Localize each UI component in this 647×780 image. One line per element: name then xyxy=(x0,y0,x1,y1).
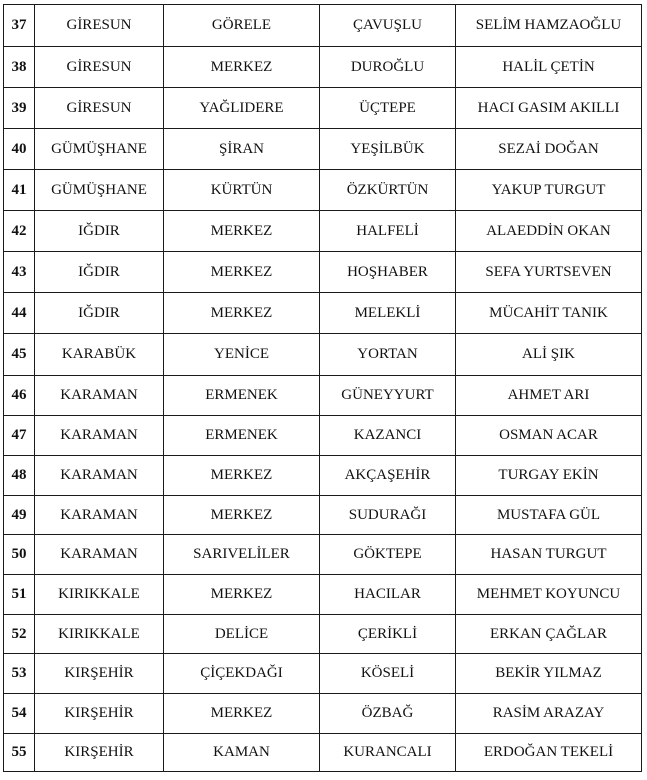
province-cell: KARAMAN xyxy=(35,376,164,416)
district-cell: YENİCE xyxy=(164,334,320,376)
name-cell: HACI GASIM AKILLI xyxy=(456,88,642,129)
village-cell: ÇAVUŞLU xyxy=(320,5,456,47)
table-row xyxy=(4,47,642,88)
name-cell: HALİL ÇETİN xyxy=(456,47,642,88)
table-row xyxy=(4,416,642,456)
district-cell: MERKEZ xyxy=(164,211,320,252)
village-cell: KAZANCI xyxy=(320,416,456,456)
village-cell: HALFELİ xyxy=(320,211,456,252)
village-cell: YEŞİLBÜK xyxy=(320,129,456,170)
district-cell: MERKEZ xyxy=(164,456,320,496)
district-cell: KAMAN xyxy=(164,734,320,772)
village-cell: SUDURAĞI xyxy=(320,496,456,535)
table-row xyxy=(4,252,642,293)
name-cell: ERKAN ÇAĞLAR xyxy=(456,615,642,654)
name-cell: MEHMET KOYUNCU xyxy=(456,575,642,615)
table-row xyxy=(4,456,642,496)
row-number: 38 xyxy=(4,47,35,88)
province-cell: KIRŞEHİR xyxy=(35,654,164,694)
row-number: 41 xyxy=(4,170,35,211)
province-cell: GİRESUN xyxy=(35,88,164,129)
village-cell: GÜNEYYURT xyxy=(320,376,456,416)
province-cell: IĞDIR xyxy=(35,252,164,293)
village-cell: HACILAR xyxy=(320,575,456,615)
province-cell: KARAMAN xyxy=(35,416,164,456)
village-cell: KÖSELİ xyxy=(320,654,456,694)
row-number: 44 xyxy=(4,293,35,334)
row-number: 39 xyxy=(4,88,35,129)
province-cell: KARAMAN xyxy=(35,496,164,535)
name-cell: ALAEDDİN OKAN xyxy=(456,211,642,252)
table-row xyxy=(4,615,642,654)
table-row xyxy=(4,170,642,211)
village-cell: ÜÇTEPE xyxy=(320,88,456,129)
row-number: 48 xyxy=(4,456,35,496)
province-cell: KARAMAN xyxy=(35,535,164,575)
province-cell: GÜMÜŞHANE xyxy=(35,170,164,211)
village-cell: ÇERİKLİ xyxy=(320,615,456,654)
district-cell: MERKEZ xyxy=(164,694,320,734)
district-cell: ÇİÇEKDAĞI xyxy=(164,654,320,694)
row-number: 45 xyxy=(4,334,35,376)
table-row xyxy=(4,496,642,535)
village-cell: MELEKLİ xyxy=(320,293,456,334)
district-cell: KÜRTÜN xyxy=(164,170,320,211)
province-cell: KIRIKKALE xyxy=(35,615,164,654)
row-number: 46 xyxy=(4,376,35,416)
name-cell: RASİM ARAZAY xyxy=(456,694,642,734)
table-row xyxy=(4,5,642,47)
village-cell: DUROĞLU xyxy=(320,47,456,88)
row-number: 50 xyxy=(4,535,35,575)
village-cell: HOŞHABER xyxy=(320,252,456,293)
district-cell: ŞİRAN xyxy=(164,129,320,170)
village-cell: YORTAN xyxy=(320,334,456,376)
village-cell: GÖKTEPE xyxy=(320,535,456,575)
table-row xyxy=(4,88,642,129)
table-row xyxy=(4,129,642,170)
province-cell: KIRŞEHİR xyxy=(35,734,164,772)
province-cell: KIRŞEHİR xyxy=(35,694,164,734)
village-cell: ÖZBAĞ xyxy=(320,694,456,734)
row-number: 40 xyxy=(4,129,35,170)
district-cell: MERKEZ xyxy=(164,293,320,334)
name-cell: MUSTAFA GÜL xyxy=(456,496,642,535)
row-number: 54 xyxy=(4,694,35,734)
district-cell: ERMENEK xyxy=(164,376,320,416)
row-number: 47 xyxy=(4,416,35,456)
table-row xyxy=(4,575,642,615)
name-cell: SEZAİ DOĞAN xyxy=(456,129,642,170)
table-body xyxy=(4,5,642,772)
district-cell: MERKEZ xyxy=(164,575,320,615)
province-cell: GÜMÜŞHANE xyxy=(35,129,164,170)
row-number: 43 xyxy=(4,252,35,293)
name-cell: AHMET ARI xyxy=(456,376,642,416)
name-cell: ERDOĞAN TEKELİ xyxy=(456,734,642,772)
village-cell: AKÇAŞEHİR xyxy=(320,456,456,496)
name-cell: BEKİR YILMAZ xyxy=(456,654,642,694)
table-row xyxy=(4,293,642,334)
district-cell: DELİCE xyxy=(164,615,320,654)
row-number: 51 xyxy=(4,575,35,615)
district-cell: MERKEZ xyxy=(164,496,320,535)
row-number: 52 xyxy=(4,615,35,654)
name-cell: MÜCAHİT TANIK xyxy=(456,293,642,334)
table-row xyxy=(4,535,642,575)
name-cell: SELİM HAMZAOĞLU xyxy=(456,5,642,47)
province-cell: KARABÜK xyxy=(35,334,164,376)
table-row xyxy=(4,334,642,376)
name-cell: YAKUP TURGUT xyxy=(456,170,642,211)
province-cell: GİRESUN xyxy=(35,5,164,47)
province-cell: IĞDIR xyxy=(35,293,164,334)
row-number: 53 xyxy=(4,654,35,694)
name-cell: TURGAY EKİN xyxy=(456,456,642,496)
name-cell: SEFA YURTSEVEN xyxy=(456,252,642,293)
province-cell: KARAMAN xyxy=(35,456,164,496)
row-number: 49 xyxy=(4,496,35,535)
district-cell: YAĞLIDERE xyxy=(164,88,320,129)
province-cell: GİRESUN xyxy=(35,47,164,88)
name-cell: ALİ ŞIK xyxy=(456,334,642,376)
district-cell: MERKEZ xyxy=(164,47,320,88)
province-cell: IĞDIR xyxy=(35,211,164,252)
district-cell: SARIVELİLER xyxy=(164,535,320,575)
table-row xyxy=(4,654,642,694)
headmen-table xyxy=(3,4,642,772)
village-cell: KURANCALI xyxy=(320,734,456,772)
table-row xyxy=(4,376,642,416)
row-number: 55 xyxy=(4,734,35,772)
name-cell: HASAN TURGUT xyxy=(456,535,642,575)
province-cell: KIRIKKALE xyxy=(35,575,164,615)
name-cell: OSMAN ACAR xyxy=(456,416,642,456)
district-cell: GÖRELE xyxy=(164,5,320,47)
row-number: 37 xyxy=(4,5,35,47)
row-number: 42 xyxy=(4,211,35,252)
district-cell: ERMENEK xyxy=(164,416,320,456)
table-row xyxy=(4,694,642,734)
district-cell: MERKEZ xyxy=(164,252,320,293)
table-row xyxy=(4,734,642,772)
table-row xyxy=(4,211,642,252)
village-cell: ÖZKÜRTÜN xyxy=(320,170,456,211)
